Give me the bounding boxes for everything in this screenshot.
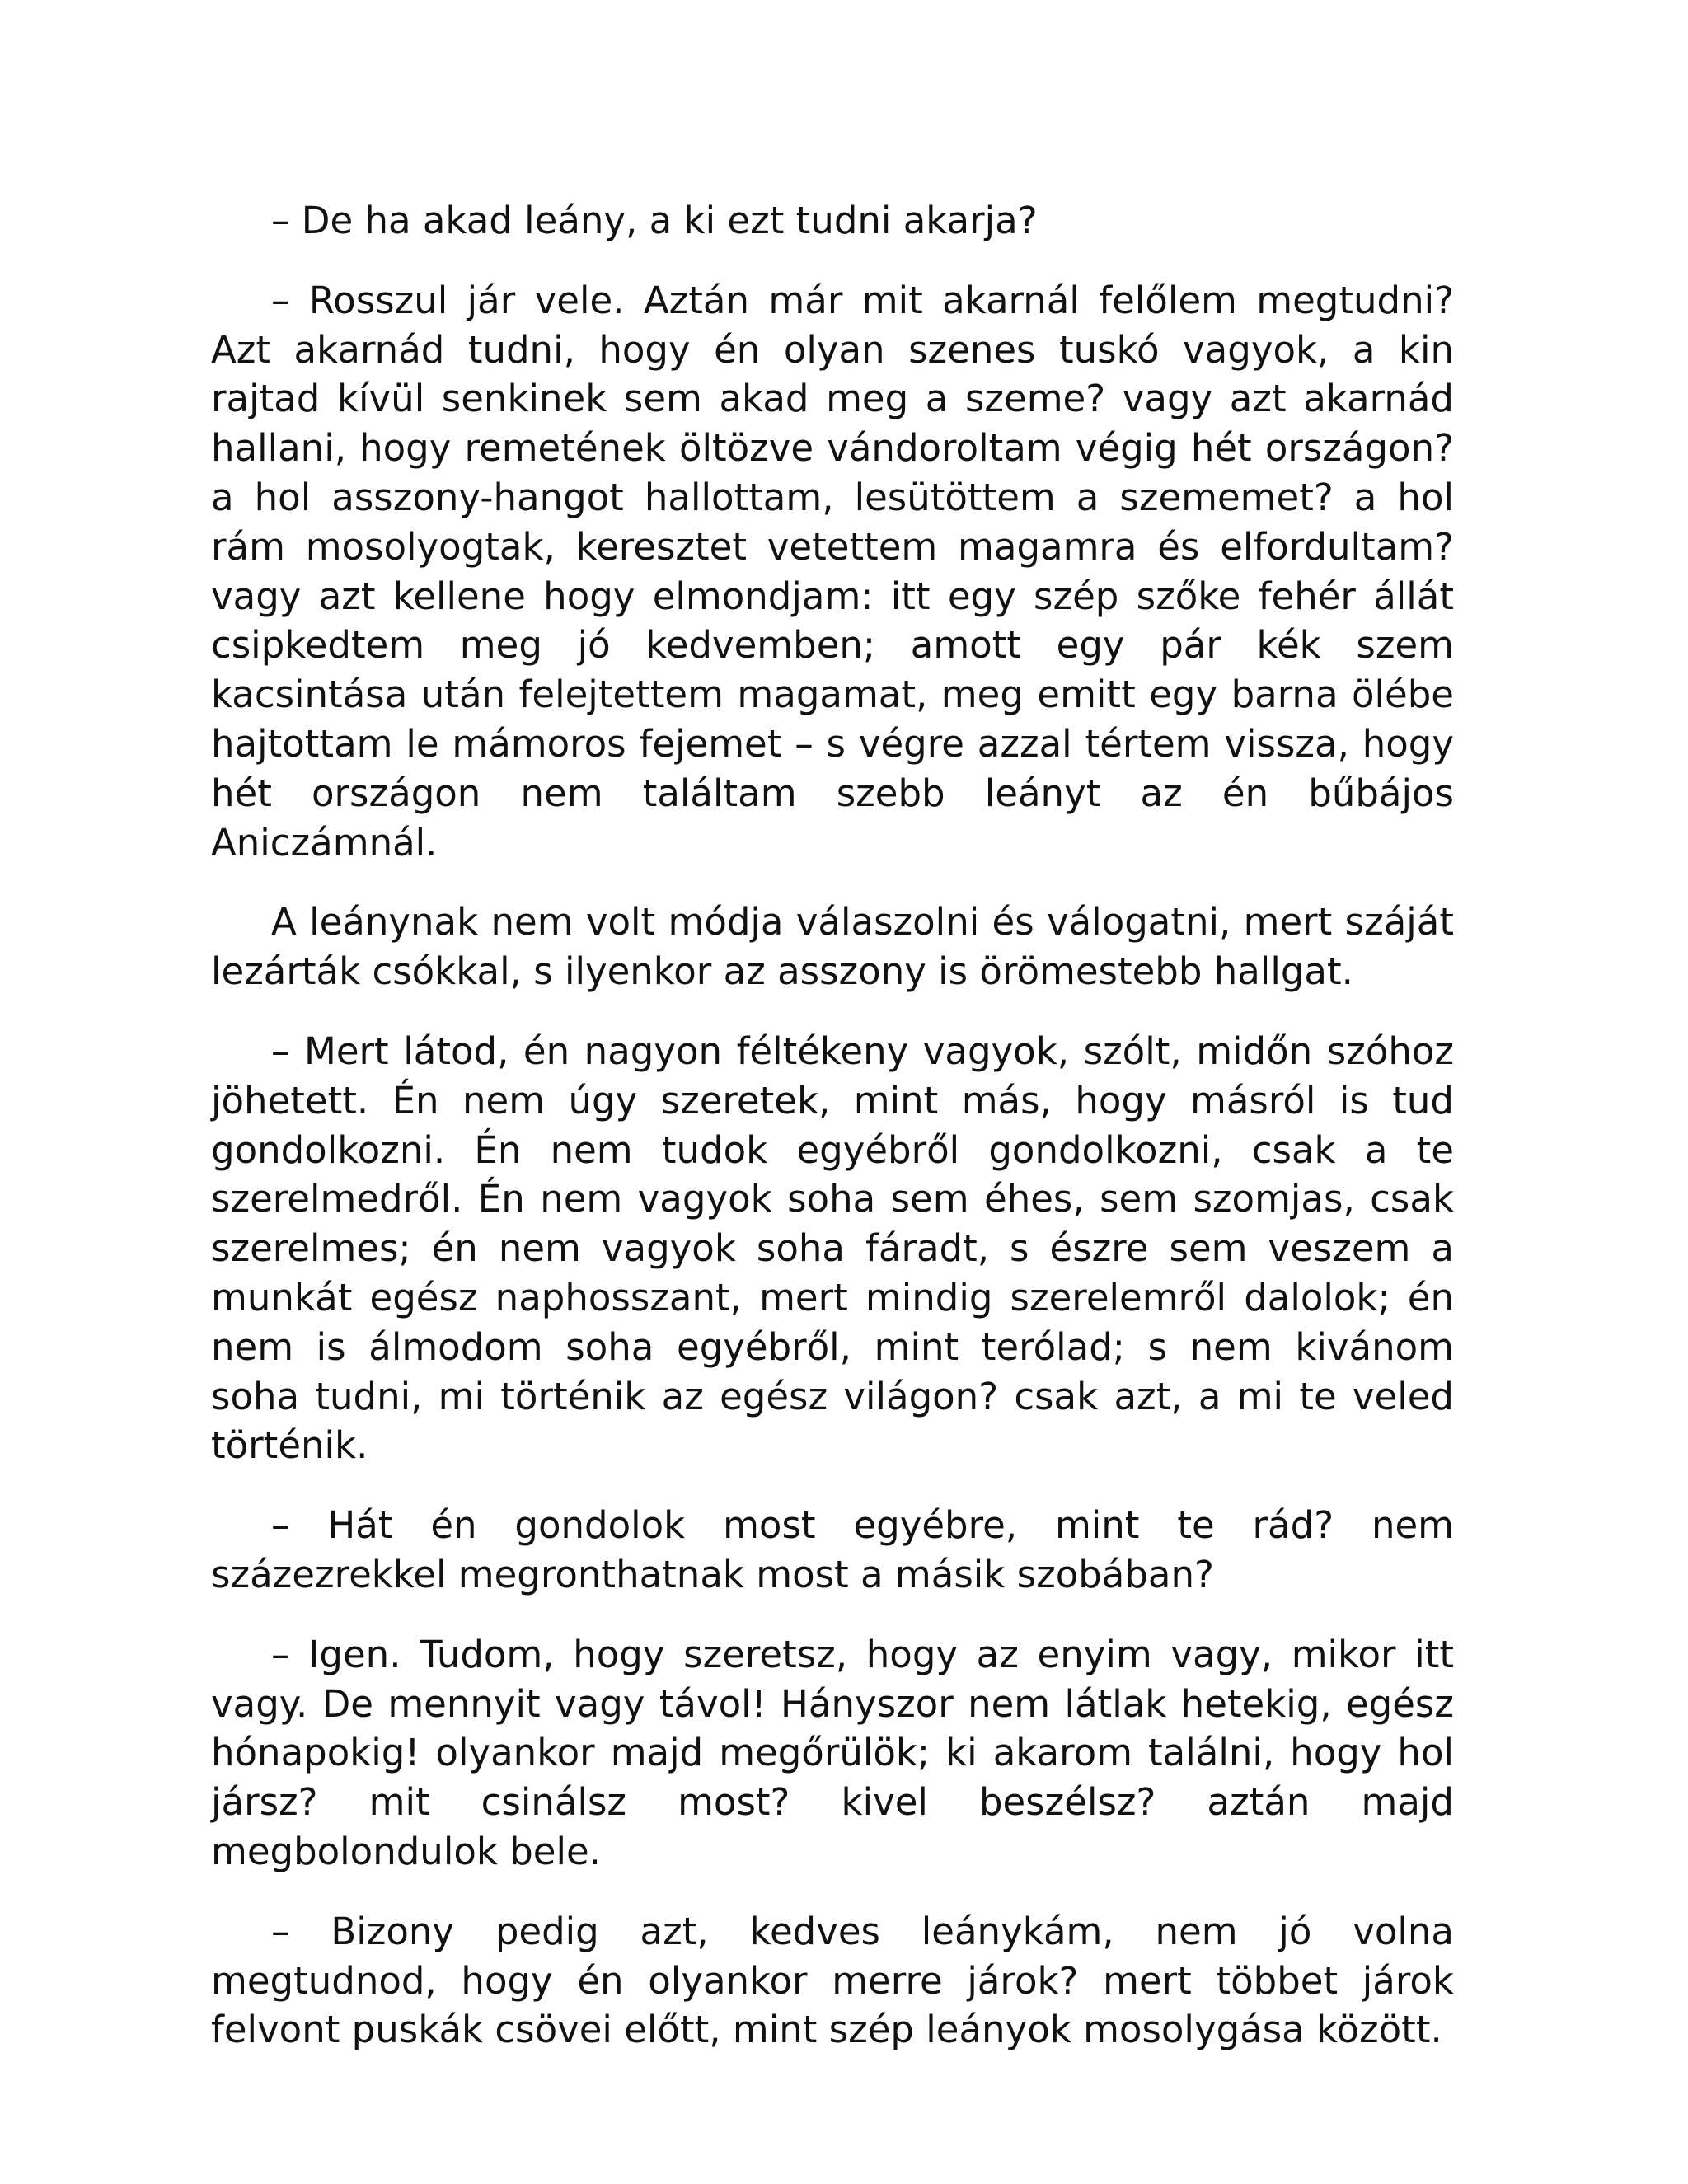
paragraph: – Mert látod, én nagyon féltékeny vagyok, szólt, midőn szóhoz jöhetett. Én nem úgy szeretek, mint más, hogy másról is tud gondolkozni. Én nem tudok egyébről gondolkozni, csak a te szerelmedről. Én nem vagyok soha sem éhes, sem szomjas, csak szerelmes; én nem vagyok soha fáradt, s észre sem veszem a munkát egész naphosszant, mert mindig szerelemről dalolok; én nem is álmodom soha egyébről, mint terólad; s nem kivánom soha tudni, mi történik az egész világon? csak azt, a mi te veled történik. [211, 1029, 1454, 1468]
paragraph: – Rosszul jár vele. Aztán már mit akarnál felőlem megtudni? Azt akarnád tudni, hogy én olyan szenes tuskó vagyok, a kin rajtad kívül senkinek sem akad meg a szeme? vagy azt akarnád hallani, hogy remetének öltözve vándoroltam végig hét országon? a hol asszony-hangot hallottam, lesütöttem a szememet? a hol rám mosolyogtak, keresztet vetettem magamra és elfordultam? vagy azt kellene hogy elmondjam: itt egy szép szőke fehér állát csipkedtem meg jó kedvemben; amott egy pár kék szem kacsintása után felejtettem magamat, meg emitt egy barna ölébe hajtottam le mámoros fejemet – s végre azzal tértem vissza, hogy hét országon nem találtam szebb leányt az én bűbájos Aniczámnál. [211, 278, 1454, 865]
paragraph: – Bizony pedig azt, kedves leánykám, nem jó volna megtudnod, hogy én olyankor merre járok? mert többet járok felvont puskák csövei előtt, mint szép leányok mosolygása között. [211, 1909, 1454, 2052]
paragraph: – De ha akad leány, a ki ezt tudni akarja? [271, 199, 1038, 242]
book-page [211, 196, 1454, 2055]
paragraph: – Hát én gondolok most egyébre, mint te rád? nem százezrekkel megronthatnak most a másik szobában? [211, 1503, 1454, 1596]
paragraph: A leánynak nem volt módja válaszolni és válogatni, mert száját lezárták csókkal, s ilyenkor az asszony is örömestebb hallgat. [211, 900, 1454, 994]
paragraph: – Igen. Tudom, hogy szeretsz, hogy az enyim vagy, mikor itt vagy. De mennyit vagy távol! Hányszor nem látlak hetekig, egész hónapokig! olyankor majd megőrülök; ki akarom találni, hogy hol jársz? mit csinálsz most? kivel beszélsz? aztán majd megbolondulok bele. [211, 1632, 1454, 1873]
